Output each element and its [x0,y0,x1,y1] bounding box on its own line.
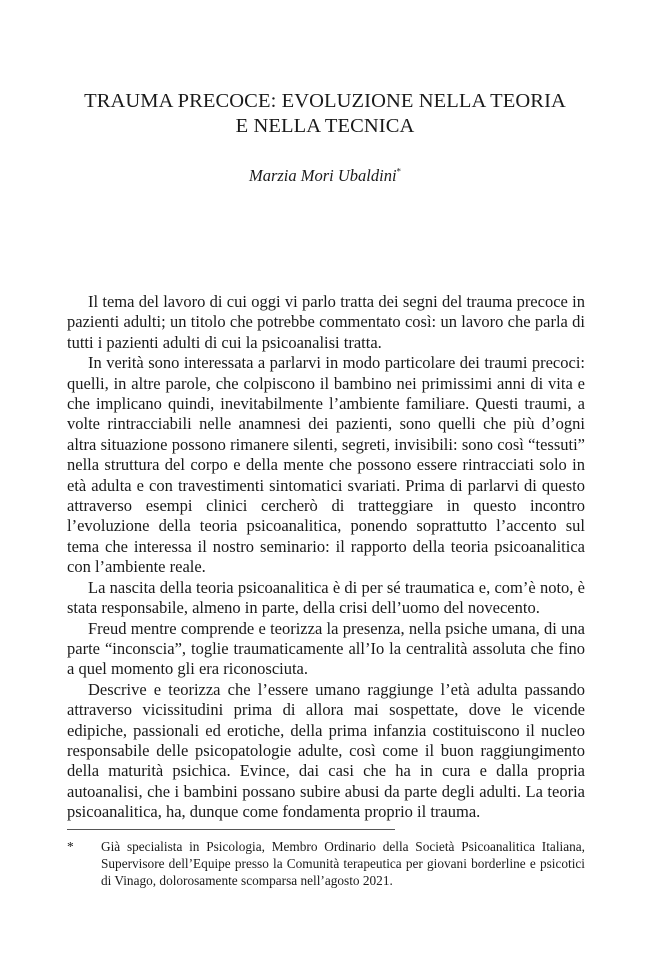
body-paragraph-5: Descrive e teorizza che l’essere umano raggiunge l’età adulta passando attraverso vicissitudini prima di allora mai sospettate, dove le vicende edipiche, passionali ed erotiche, della prima infanzia costituiscono il nucleo responsabile delle psicopatologie adulte, così come il buon raggiungimento della maturità psichica. Evince, dai casi che ha in cura e dalla propria autoanalisi, che i bambini possano subire abusi da parte degli adulti. La teoria psicoanalitica, ha, dunque come fondamenta proprio il trauma. [67,679,585,822]
title-line-1: TRAUMA PRECOCE: EVOLUZIONE NELLA TEORIA [84,90,566,112]
footnote-separator [67,829,395,830]
author-footnote-marker: * [396,166,402,177]
author-name-text: Marzia Mori Ubaldini [248,166,397,185]
title-line-2: E NELLA TECNICA [235,115,415,137]
body-paragraph-2: In verità sono interessata a parlarvi in modo particolare dei traumi precoci: quelli, in altre parole, che colpiscono il bambino nei primissimi anni di vita e che implicano quindi, inevitabilmente l’ambiente familiare. Questi traumi, a volte rintracciabili nelle anamnesi dei pazienti, sono quelli che più d’ogni altra situazione possono rimanere silenti, segreti, invisibili: sono così “tessuti” nella struttura del corpo e della mente che possono essere rintracciati solo in età adulta e con travestimenti sintomatici svariati. Prima di parlarvi di questo attraverso esempi clinici cercherò di tratteggiare in questo incontro l’evoluzione della teoria psicoanalitica, ponendo soprattutto l’accento sul tema che interessa il nostro seminario: il rapporto della teoria psicoanalitica con l’ambiente reale. [67,353,585,577]
article-body [67,292,585,823]
footnote-text: Già specialista in Psicologia, Membro Ordinario della Società Psicoanalitica Italiana, Supervisore dell’Equipe presso la Comunità terapeutica per giovani borderline e psicotici di Vinago, dolorosamente scomparsa nell’agosto 2021. [101,839,585,888]
body-paragraph-3: La nascita della teoria psicoanalitica è di per sé traumatica e, com’è noto, è stata responsabile, almeno in parte, della crisi dell’uomo del novecento. [67,577,585,618]
author-name [60,166,590,186]
footnote-marker: * [67,839,74,854]
footnote [67,838,585,889]
article-title [60,89,590,139]
body-paragraph-4: Freud mentre comprende e teorizza la presenza, nella psiche umana, di una parte “inconscia”, toglie traumaticamente all’Io la centralità assoluta che fino a quel momento gli era riconosciuta. [67,618,585,679]
body-paragraph-1: Il tema del lavoro di cui oggi vi parlo tratta dei segni del trauma precoce in pazienti adulti; un titolo che potrebbe commentato così: un lavoro che parla di tutti i pazienti adulti di cui la psicoanalisi tratta. [67,292,585,352]
